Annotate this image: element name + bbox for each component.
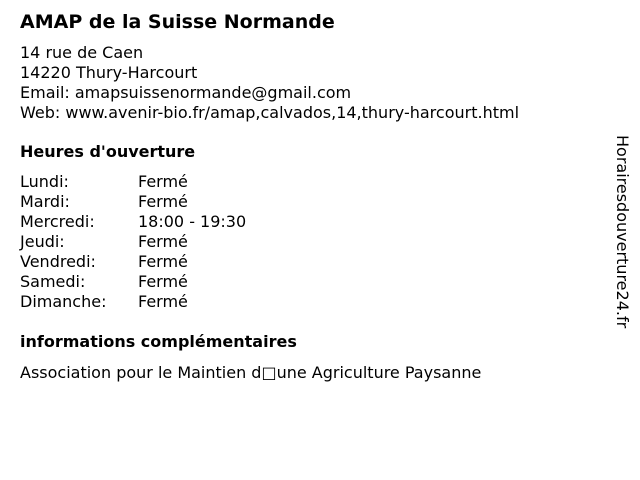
contact-block [20, 43, 600, 123]
day-label: Vendredi: [20, 252, 96, 271]
info-heading: informations complémentaires [20, 332, 297, 351]
site-watermark: Horairesdouverture24.fr [613, 135, 632, 329]
day-time: Fermé [138, 232, 188, 251]
hours-row-friday [20, 252, 600, 272]
hours-row-thursday [20, 232, 600, 252]
address-line-2: 14220 Thury-Harcourt [20, 63, 198, 82]
hours-row-sunday [20, 292, 600, 312]
hours-table [20, 172, 600, 312]
email-line: Email: amapsuissenormande@gmail.com [20, 83, 352, 102]
address-line-1: 14 rue de Caen [20, 43, 144, 62]
day-label: Dimanche: [20, 292, 107, 311]
day-label: Lundi: [20, 172, 69, 191]
day-time: Fermé [138, 172, 188, 191]
day-label: Mardi: [20, 192, 70, 211]
day-label: Mercredi: [20, 212, 95, 231]
hours-row-wednesday [20, 212, 600, 232]
info-text: Association pour le Maintien d□une Agriculture Paysanne [20, 363, 482, 382]
day-label: Samedi: [20, 272, 86, 291]
day-time: Fermé [138, 292, 188, 311]
day-time: Fermé [138, 252, 188, 271]
day-time: 18:00 - 19:30 [138, 212, 247, 231]
day-time: Fermé [138, 272, 188, 291]
hours-row-tuesday [20, 192, 600, 212]
web-line: Web: www.avenir-bio.fr/amap,calvados,14,thury-harcourt.html [20, 103, 520, 122]
hours-row-monday [20, 172, 600, 192]
business-name: AMAP de la Suisse Normande [20, 11, 335, 33]
day-time: Fermé [138, 192, 188, 211]
hours-heading: Heures d'ouverture [20, 142, 196, 161]
business-card [20, 10, 600, 383]
day-label: Jeudi: [20, 232, 65, 251]
hours-row-saturday [20, 272, 600, 292]
